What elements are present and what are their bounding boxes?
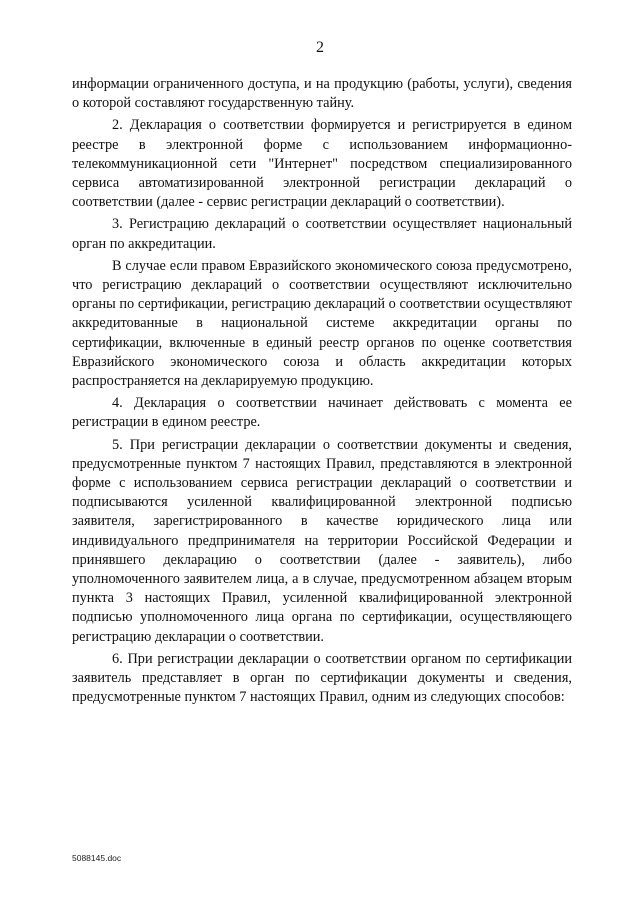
paragraph-item-3: 3. Регистрацию деклараций о соответствии осуществляет национальный орган по аккредитации. <box>72 216 572 252</box>
page-number: 2 <box>316 39 324 56</box>
paragraph-item-2: 2. Декларация о соответствии формируется и регистрируется в едином реестре в электронной форме с использованием информационно-телекоммуникационной сети "Интернет" посредством специализированного сервиса автоматизированной электронной регистрации деклараций о соответствии (далее - сервис регистрации деклараций о соответствии). <box>72 117 572 211</box>
paragraph-item-5: 5. При регистрации декларации о соответствии документы и сведения, предусмотренные пунктом 7 настоящих Правил, представляются в электронной форме с использованием сервиса регистрации деклараций о соответствии и подписываются усиленной квалифицированной электронной подписью заявителя, зарегистрированного в качестве юридического лица или индивидуального предпринимателя на территории Российской Федерации и принявшего декларацию о соответствии (далее - заявитель), либо уполномоченного заявителем лица, а в случае, предусмотренном абзацем вторым пункта 3 настоящих Правил, усиленной квалифицированной электронной подписью уполномоченного лица органа по сертификации, осуществляющего регистрацию декларации о соответствии. <box>72 436 572 645</box>
paragraph-item-4: 4. Декларация о соответствии начинает действовать с момента ее регистрации в едином реестре. <box>72 395 572 431</box>
footer-filename: 5088145.doc <box>72 853 122 863</box>
paragraph-item-6: 6. При регистрации декларации о соответствии органом по сертификации заявитель представляет в орган по сертификации документы и сведения, предусмотренные пунктом 7 настоящих Правил, одним из следующих способов: <box>72 650 572 706</box>
paragraph-item-3-case: В случае если правом Евразийского экономического союза предусмотрено, что регистрацию деклараций о соответствии осуществляют исключительно органы по сертификации, регистрацию деклараций о соответствии осуществляют аккредитованные в национальной системе аккредитации органы по сертификации, включенные в единый реестр органов по оценке соответствия Евразийского экономического союза и область аккредитации которых распространяется на декларируемую продукцию. <box>72 257 572 390</box>
document-body <box>72 75 572 711</box>
paragraph-continuation: информации ограниченного доступа, и на продукцию (работы, услуги), сведения о которой составляют государственную тайну. <box>72 76 572 112</box>
